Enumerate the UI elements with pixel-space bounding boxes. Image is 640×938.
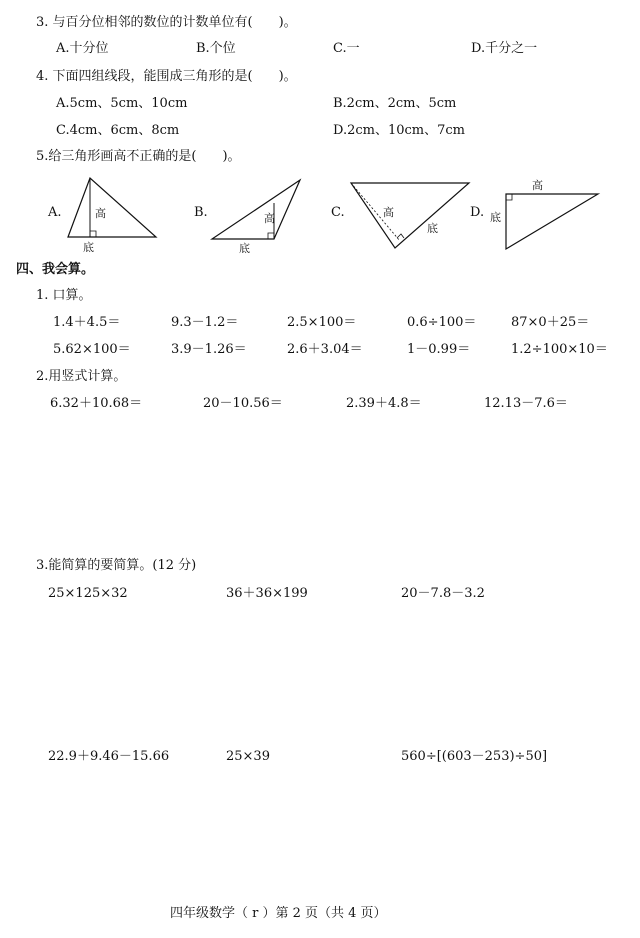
oral-row2-item2: 3.9－1.26＝ <box>171 342 247 357</box>
q3-option-c: C.一 <box>333 41 360 56</box>
figure-d-height-label: 高 <box>532 179 543 192</box>
oral-row1-item1: 1.4＋4.5＝ <box>53 315 121 330</box>
figure-d <box>470 172 605 260</box>
figure-a-triangle <box>48 172 163 260</box>
figure-c-triangle <box>331 172 471 260</box>
figure-c-letter: C. <box>331 205 345 220</box>
figure-c-height-label: 高 <box>383 206 394 219</box>
q4-option-c: C.4cm、6cm、8cm <box>56 123 180 138</box>
oral-row2-item4: 1－0.99＝ <box>407 342 471 357</box>
q4-option-d: D.2cm、10cm、7cm <box>333 123 465 138</box>
oral-row1-item2: 9.3－1.2＝ <box>171 315 239 330</box>
figure-a-base-label: 底 <box>83 241 94 254</box>
q3-option-b: B.个位 <box>196 41 236 56</box>
simplify-row2-item1: 22.9＋9.46－15.66 <box>48 749 170 764</box>
section-4-title: 四、我会算。 <box>16 262 95 277</box>
figure-a <box>48 172 163 260</box>
figure-b-triangle <box>194 172 309 260</box>
q4-stem: 4. 下面四组线段，能围成三角形的是( )。 <box>36 69 297 84</box>
oral-row1-item4: 0.6÷100＝ <box>407 315 477 330</box>
q4-option-b: B.2cm、2cm、5cm <box>333 96 457 111</box>
figure-b-base-label: 底 <box>239 242 250 255</box>
figure-a-height-label: 高 <box>95 207 106 220</box>
oral-row2-item1: 5.62×100＝ <box>53 342 131 357</box>
figure-d-letter: D. <box>470 205 485 220</box>
figure-b-letter: B. <box>194 205 208 220</box>
figure-c <box>331 172 471 260</box>
figure-b <box>194 172 309 260</box>
oral-row1-item5: 87×0＋25＝ <box>511 315 590 330</box>
figure-a-letter: A. <box>48 205 62 220</box>
q3-stem: 3. 与百分位相邻的数位的计数单位有( )。 <box>36 15 297 30</box>
oral-title: 1. 口算。 <box>36 288 92 303</box>
simplify-row1-item3: 20－7.8－3.2 <box>401 586 485 601</box>
figure-d-triangle <box>470 172 605 260</box>
q5-stem: 5.给三角形画高不正确的是( )。 <box>36 149 241 164</box>
q3-option-d: D.千分之一 <box>471 41 538 56</box>
vertical-item1: 6.32＋10.68＝ <box>50 396 143 411</box>
simplify-title: 3.能简算的要简算。(12 分) <box>36 558 197 573</box>
oral-row2-item3: 2.6＋3.04＝ <box>287 342 363 357</box>
figure-d-base-label: 底 <box>490 211 501 224</box>
simplify-row2-item2: 25×39 <box>226 749 270 764</box>
vertical-item3: 2.39＋4.8＝ <box>346 396 422 411</box>
simplify-row1-item1: 25×125×32 <box>48 586 128 601</box>
oral-row2-item5: 1.2÷100×10＝ <box>511 342 608 357</box>
figure-b-height-label: 高 <box>264 212 275 225</box>
simplify-row2-item3: 560÷[(603－253)÷50] <box>401 749 548 764</box>
simplify-row1-item2: 36＋36×199 <box>226 586 308 601</box>
oral-row1-item3: 2.5×100＝ <box>287 315 357 330</box>
vertical-title: 2.用竖式计算。 <box>36 369 127 384</box>
page-footer: 四年级数学（ r ）第 2 页（共 4 页） <box>170 906 387 921</box>
q4-option-a: A.5cm、5cm、10cm <box>56 96 188 111</box>
q3-option-a: A.十分位 <box>56 41 109 56</box>
figure-c-base-label: 底 <box>427 222 438 235</box>
vertical-item2: 20－10.56＝ <box>203 396 283 411</box>
vertical-item4: 12.13－7.6＝ <box>484 396 568 411</box>
